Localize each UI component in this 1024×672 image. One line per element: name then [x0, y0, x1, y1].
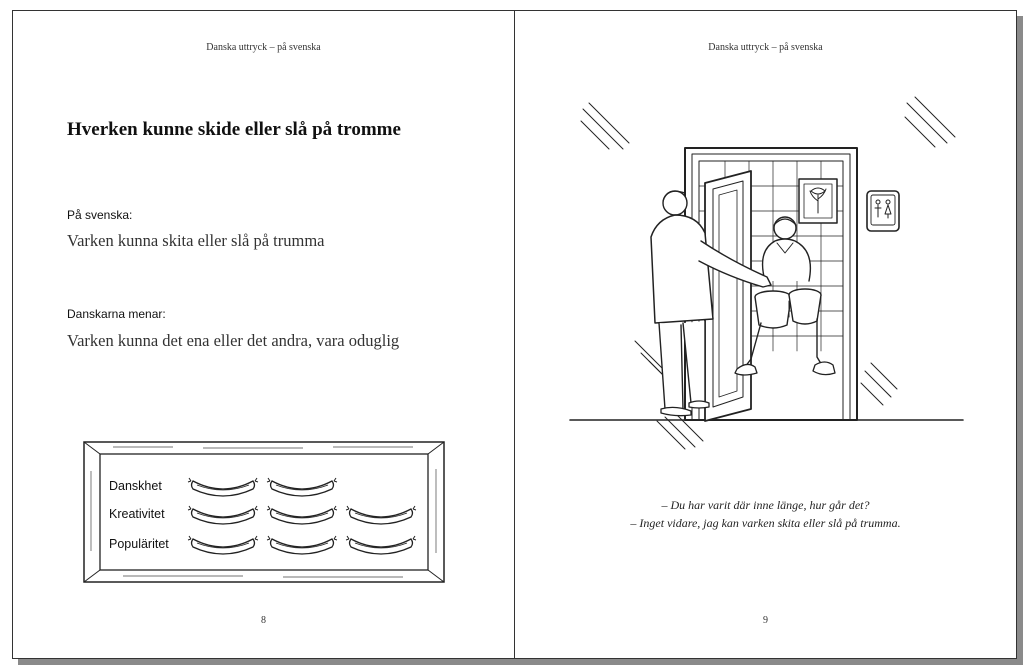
sausage-icon: [187, 533, 259, 555]
rating-box: [83, 441, 445, 583]
sausage-icon: [187, 475, 259, 497]
page-number-left: 8: [261, 615, 266, 626]
running-head-right: Danska uttryck – på svenska: [708, 42, 823, 53]
meaning-text: Varken kunna det ena eller det andra, vara oduglig: [67, 331, 400, 350]
right-page: [515, 11, 1016, 658]
left-page: [13, 11, 514, 658]
sausage-icon: [266, 475, 338, 497]
sausage-icon: [187, 503, 259, 525]
meaning-label: Danskarna menar:: [67, 307, 166, 321]
book-spread: [12, 10, 1017, 659]
swedish-label: På svenska:: [67, 208, 133, 222]
running-head-left: Danska uttryck – på svenska: [206, 42, 321, 53]
toilet-drummer-illustration: [565, 91, 965, 461]
caption-line-1: – Du har varit där inne länge, hur går det?: [661, 498, 870, 512]
page-number-right: 9: [763, 615, 768, 626]
rating-label: Danskhet: [109, 479, 162, 493]
rating-label: Populäritet: [109, 537, 169, 551]
sausage-icon: [345, 533, 417, 555]
expression-title: Hverken kunne skide eller slå på tromme: [67, 119, 401, 140]
sausage-icon: [266, 503, 338, 525]
sausage-icon: [345, 503, 417, 525]
swedish-translation: Varken kunna skita eller slå på trumma: [67, 231, 325, 250]
caption-line-2: – Inget vidare, jag kan varken skita eller slå på trumma.: [630, 516, 901, 530]
restroom-sign-icon: [867, 191, 899, 231]
sausage-icon: [266, 533, 338, 555]
rating-label: Kreativitet: [109, 507, 165, 521]
